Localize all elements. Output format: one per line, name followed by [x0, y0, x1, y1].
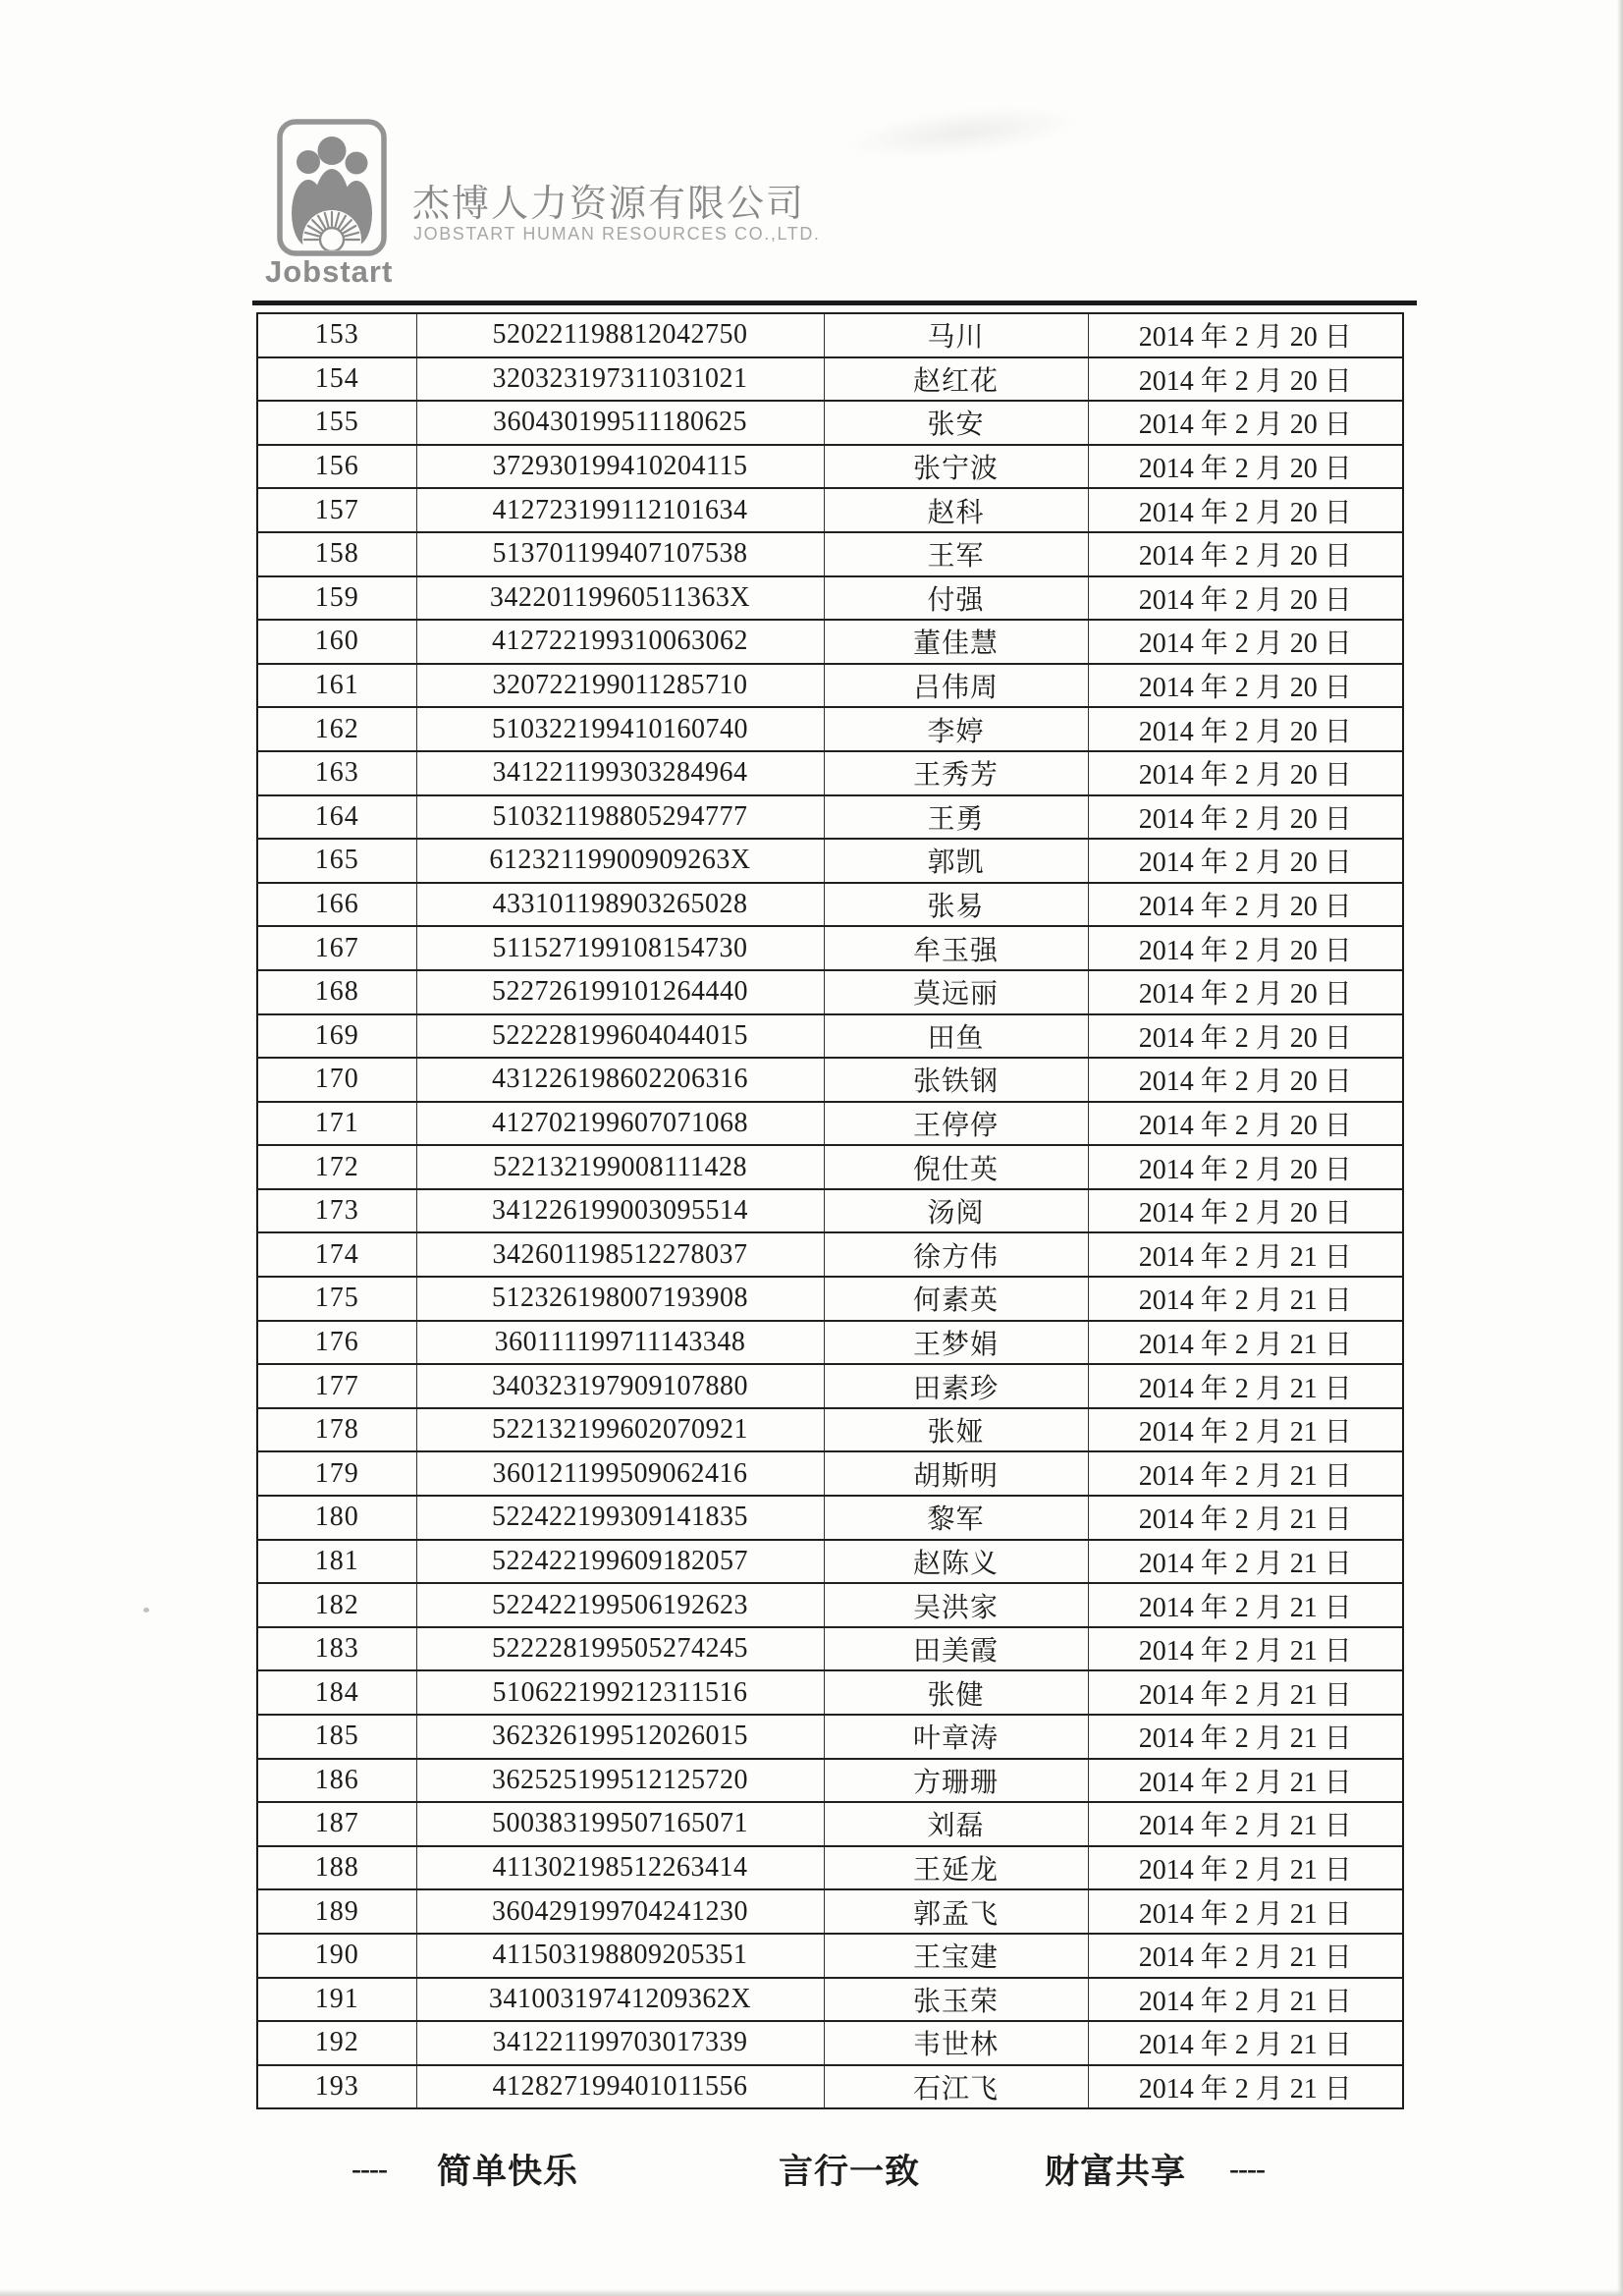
- name-cell: 石江飞: [824, 2065, 1088, 2109]
- date-cell: 2014 年 2 月 20 日: [1088, 1014, 1403, 1059]
- scan-edge-right: [1617, 0, 1623, 2296]
- serial-cell: 165: [257, 839, 416, 883]
- footer-dash-left: ----: [352, 2153, 387, 2185]
- serial-cell: 168: [257, 970, 416, 1014]
- name-cell: 吕伟周: [824, 664, 1088, 708]
- name-cell: 董佳慧: [824, 620, 1088, 664]
- name-cell: 田素珍: [824, 1364, 1088, 1408]
- id_number-cell: 522132199602070921: [416, 1408, 824, 1452]
- serial-cell: 173: [257, 1189, 416, 1233]
- id_number-cell: 431226198602206316: [416, 1058, 824, 1102]
- serial-cell: 185: [257, 1715, 416, 1759]
- date-cell: 2014 年 2 月 21 日: [1088, 1759, 1403, 1803]
- table-row: [257, 1540, 1403, 1584]
- id_number-cell: 522228199604044015: [416, 1014, 824, 1059]
- id_number-cell: 510622199212311516: [416, 1670, 824, 1715]
- date-cell: 2014 年 2 月 20 日: [1088, 576, 1403, 621]
- id_number-cell: 522132199008111428: [416, 1145, 824, 1189]
- date-cell: 2014 年 2 月 20 日: [1088, 488, 1403, 532]
- table-row: [257, 1408, 1403, 1452]
- serial-cell: 188: [257, 1846, 416, 1890]
- date-cell: 2014 年 2 月 21 日: [1088, 1496, 1403, 1540]
- name-cell: 郭凯: [824, 839, 1088, 883]
- table-row: [257, 1715, 1403, 1759]
- id_number-cell: 320722199011285710: [416, 664, 824, 708]
- name-cell: 张玉荣: [824, 1978, 1088, 2022]
- name-cell: 王宝建: [824, 1934, 1088, 1978]
- header-divider: [252, 301, 1417, 305]
- name-cell: 刘磊: [824, 1802, 1088, 1846]
- serial-cell: 164: [257, 795, 416, 840]
- date-cell: 2014 年 2 月 21 日: [1088, 1846, 1403, 1890]
- table-row: [257, 1759, 1403, 1803]
- serial-cell: 180: [257, 1496, 416, 1540]
- footer-dash-right: ----: [1229, 2153, 1265, 2185]
- serial-cell: 158: [257, 532, 416, 576]
- date-cell: 2014 年 2 月 21 日: [1088, 1321, 1403, 1365]
- serial-cell: 191: [257, 1978, 416, 2022]
- table-row: [257, 401, 1403, 445]
- serial-cell: 174: [257, 1232, 416, 1277]
- serial-cell: 189: [257, 1889, 416, 1934]
- id_number-cell: 512326198007193908: [416, 1277, 824, 1321]
- id_number-cell: 34220119960511363X: [416, 576, 824, 621]
- name-cell: 方珊珊: [824, 1759, 1088, 1803]
- id_number-cell: 513701199407107538: [416, 532, 824, 576]
- date-cell: 2014 年 2 月 20 日: [1088, 445, 1403, 489]
- serial-cell: 190: [257, 1934, 416, 1978]
- id_number-cell: 412722199310063062: [416, 620, 824, 664]
- serial-cell: 156: [257, 445, 416, 489]
- date-cell: 2014 年 2 月 20 日: [1088, 313, 1403, 357]
- date-cell: 2014 年 2 月 21 日: [1088, 2065, 1403, 2109]
- table-row: [257, 883, 1403, 927]
- table-row: [257, 1627, 1403, 1671]
- serial-cell: 179: [257, 1451, 416, 1496]
- serial-cell: 187: [257, 1802, 416, 1846]
- serial-cell: 170: [257, 1058, 416, 1102]
- name-cell: 郭孟飞: [824, 1889, 1088, 1934]
- name-cell: 王军: [824, 532, 1088, 576]
- serial-cell: 177: [257, 1364, 416, 1408]
- id_number-cell: 411302198512263414: [416, 1846, 824, 1890]
- date-cell: 2014 年 2 月 21 日: [1088, 1232, 1403, 1277]
- table-row: [257, 1102, 1403, 1146]
- table-row: [257, 1277, 1403, 1321]
- name-cell: 张娅: [824, 1408, 1088, 1452]
- name-cell: 张健: [824, 1670, 1088, 1715]
- id_number-cell: 360111199711143348: [416, 1321, 824, 1365]
- date-cell: 2014 年 2 月 20 日: [1088, 707, 1403, 751]
- id_number-cell: 522422199309141835: [416, 1496, 824, 1540]
- serial-cell: 163: [257, 751, 416, 795]
- date-cell: 2014 年 2 月 20 日: [1088, 883, 1403, 927]
- id_number-cell: 433101198903265028: [416, 883, 824, 927]
- serial-cell: 183: [257, 1627, 416, 1671]
- table-row: [257, 707, 1403, 751]
- name-cell: 赵科: [824, 488, 1088, 532]
- serial-cell: 184: [257, 1670, 416, 1715]
- id_number-cell: 522422199506192623: [416, 1583, 824, 1627]
- date-cell: 2014 年 2 月 21 日: [1088, 1540, 1403, 1584]
- serial-cell: 172: [257, 1145, 416, 1189]
- table-row: [257, 1583, 1403, 1627]
- table-row: [257, 2021, 1403, 2065]
- serial-cell: 155: [257, 401, 416, 445]
- date-cell: 2014 年 2 月 21 日: [1088, 1408, 1403, 1452]
- name-cell: 张安: [824, 401, 1088, 445]
- id_number-cell: 511527199108154730: [416, 926, 824, 970]
- table-row: [257, 488, 1403, 532]
- scan-speck: [143, 1608, 149, 1613]
- id_number-cell: 522726199101264440: [416, 970, 824, 1014]
- date-cell: 2014 年 2 月 21 日: [1088, 1715, 1403, 1759]
- serial-cell: 162: [257, 707, 416, 751]
- brand-name: Jobstart: [265, 254, 394, 289]
- date-cell: 2014 年 2 月 20 日: [1088, 795, 1403, 840]
- name-cell: 王停停: [824, 1102, 1088, 1146]
- table-row: [257, 532, 1403, 576]
- date-cell: 2014 年 2 月 21 日: [1088, 1583, 1403, 1627]
- roster-table: [256, 312, 1404, 2109]
- date-cell: 2014 年 2 月 20 日: [1088, 620, 1403, 664]
- name-cell: 赵红花: [824, 357, 1088, 402]
- table-row: [257, 970, 1403, 1014]
- serial-cell: 157: [257, 488, 416, 532]
- id_number-cell: 372930199410204115: [416, 445, 824, 489]
- serial-cell: 161: [257, 664, 416, 708]
- id_number-cell: 362525199512125720: [416, 1759, 824, 1803]
- name-cell: 张宁波: [824, 445, 1088, 489]
- name-cell: 赵陈义: [824, 1540, 1088, 1584]
- date-cell: 2014 年 2 月 21 日: [1088, 1889, 1403, 1934]
- id_number-cell: 320323197311031021: [416, 357, 824, 402]
- table-row: [257, 1889, 1403, 1934]
- table-row: [257, 1496, 1403, 1540]
- name-cell: 叶章涛: [824, 1715, 1088, 1759]
- id_number-cell: 362326199512026015: [416, 1715, 824, 1759]
- id_number-cell: 341226199003095514: [416, 1189, 824, 1233]
- id_number-cell: 360121199509062416: [416, 1451, 824, 1496]
- date-cell: 2014 年 2 月 21 日: [1088, 1451, 1403, 1496]
- name-cell: 田鱼: [824, 1014, 1088, 1059]
- serial-cell: 178: [257, 1408, 416, 1452]
- serial-cell: 153: [257, 313, 416, 357]
- id_number-cell: 341221199303284964: [416, 751, 824, 795]
- date-cell: 2014 年 2 月 20 日: [1088, 664, 1403, 708]
- date-cell: 2014 年 2 月 21 日: [1088, 1802, 1403, 1846]
- table-row: [257, 357, 1403, 402]
- id_number-cell: 61232119900909263X: [416, 839, 824, 883]
- serial-cell: 176: [257, 1321, 416, 1365]
- id_number-cell: 412723199112101634: [416, 488, 824, 532]
- serial-cell: 175: [257, 1277, 416, 1321]
- name-cell: 胡斯明: [824, 1451, 1088, 1496]
- name-cell: 牟玉强: [824, 926, 1088, 970]
- name-cell: 王秀芳: [824, 751, 1088, 795]
- scan-smudge: [842, 98, 1081, 168]
- name-cell: 李婷: [824, 707, 1088, 751]
- table-row: [257, 926, 1403, 970]
- table-row: [257, 620, 1403, 664]
- table-row: [257, 1670, 1403, 1715]
- date-cell: 2014 年 2 月 21 日: [1088, 1934, 1403, 1978]
- id_number-cell: 510322199410160740: [416, 707, 824, 751]
- name-cell: 马川: [824, 313, 1088, 357]
- date-cell: 2014 年 2 月 20 日: [1088, 926, 1403, 970]
- id_number-cell: 360430199511180625: [416, 401, 824, 445]
- date-cell: 2014 年 2 月 20 日: [1088, 357, 1403, 402]
- serial-cell: 169: [257, 1014, 416, 1059]
- id_number-cell: 341221199703017339: [416, 2021, 824, 2065]
- table-row: [257, 751, 1403, 795]
- table-row: [257, 839, 1403, 883]
- name-cell: 田美霞: [824, 1627, 1088, 1671]
- serial-cell: 182: [257, 1583, 416, 1627]
- table-row: [257, 1321, 1403, 1365]
- id_number-cell: 34100319741209362X: [416, 1978, 824, 2022]
- table-row: [257, 1145, 1403, 1189]
- table-row: [257, 1846, 1403, 1890]
- table-row: [257, 1802, 1403, 1846]
- date-cell: 2014 年 2 月 20 日: [1088, 751, 1403, 795]
- table-row: [257, 576, 1403, 621]
- table-row: [257, 1189, 1403, 1233]
- name-cell: 张易: [824, 883, 1088, 927]
- name-cell: 王勇: [824, 795, 1088, 840]
- date-cell: 2014 年 2 月 20 日: [1088, 532, 1403, 576]
- date-cell: 2014 年 2 月 21 日: [1088, 1670, 1403, 1715]
- id_number-cell: 520221198812042750: [416, 313, 824, 357]
- table-row: [257, 1978, 1403, 2022]
- table-row: [257, 1232, 1403, 1277]
- name-cell: 何素英: [824, 1277, 1088, 1321]
- serial-cell: 166: [257, 883, 416, 927]
- id_number-cell: 522422199609182057: [416, 1540, 824, 1584]
- serial-cell: 192: [257, 2021, 416, 2065]
- date-cell: 2014 年 2 月 20 日: [1088, 1058, 1403, 1102]
- date-cell: 2014 年 2 月 21 日: [1088, 1277, 1403, 1321]
- id_number-cell: 360429199704241230: [416, 1889, 824, 1934]
- name-cell: 吴洪家: [824, 1583, 1088, 1627]
- date-cell: 2014 年 2 月 21 日: [1088, 1364, 1403, 1408]
- roster-table-body: [257, 313, 1403, 2108]
- date-cell: 2014 年 2 月 20 日: [1088, 401, 1403, 445]
- name-cell: 莫远丽: [824, 970, 1088, 1014]
- date-cell: 2014 年 2 月 20 日: [1088, 839, 1403, 883]
- serial-cell: 186: [257, 1759, 416, 1803]
- table-row: [257, 1014, 1403, 1059]
- id_number-cell: 411503198809205351: [416, 1934, 824, 1978]
- table-row: [257, 1058, 1403, 1102]
- serial-cell: 181: [257, 1540, 416, 1584]
- name-cell: 付强: [824, 576, 1088, 621]
- scan-edge-bottom: [0, 2289, 1623, 2296]
- table-row: [257, 664, 1403, 708]
- name-cell: 倪仕英: [824, 1145, 1088, 1189]
- name-cell: 王延龙: [824, 1846, 1088, 1890]
- table-row: [257, 1364, 1403, 1408]
- id_number-cell: 510321198805294777: [416, 795, 824, 840]
- date-cell: 2014 年 2 月 20 日: [1088, 1189, 1403, 1233]
- table-row: [257, 313, 1403, 357]
- serial-cell: 159: [257, 576, 416, 621]
- name-cell: 韦世林: [824, 2021, 1088, 2065]
- id_number-cell: 412827199401011556: [416, 2065, 824, 2109]
- company-name-zh: 杰博人力资源有限公司: [412, 184, 806, 225]
- name-cell: 王梦娟: [824, 1321, 1088, 1365]
- company-name-en: JOBSTART HUMAN RESOURCES CO.,LTD.: [413, 224, 821, 244]
- table-row: [257, 1451, 1403, 1496]
- slogan-words-deeds: 言行一致: [779, 2153, 921, 2191]
- date-cell: 2014 年 2 月 21 日: [1088, 1627, 1403, 1671]
- name-cell: 张铁钢: [824, 1058, 1088, 1102]
- date-cell: 2014 年 2 月 21 日: [1088, 2021, 1403, 2065]
- id_number-cell: 412702199607071068: [416, 1102, 824, 1146]
- table-row: [257, 795, 1403, 840]
- id_number-cell: 500383199507165071: [416, 1802, 824, 1846]
- date-cell: 2014 年 2 月 20 日: [1088, 1145, 1403, 1189]
- serial-cell: 154: [257, 357, 416, 402]
- slogan-share-wealth: 财富共享: [1045, 2153, 1187, 2191]
- serial-cell: 167: [257, 926, 416, 970]
- id_number-cell: 522228199505274245: [416, 1627, 824, 1671]
- table-row: [257, 1934, 1403, 1978]
- table-row: [257, 2065, 1403, 2109]
- id_number-cell: 340323197909107880: [416, 1364, 824, 1408]
- serial-cell: 171: [257, 1102, 416, 1146]
- slogan-simple-happy: 简单快乐: [437, 2153, 579, 2191]
- date-cell: 2014 年 2 月 20 日: [1088, 970, 1403, 1014]
- name-cell: 徐方伟: [824, 1232, 1088, 1277]
- people-sun-logo-icon: [276, 118, 388, 260]
- date-cell: 2014 年 2 月 21 日: [1088, 1978, 1403, 2022]
- table-row: [257, 445, 1403, 489]
- id_number-cell: 342601198512278037: [416, 1232, 824, 1277]
- name-cell: 黎军: [824, 1496, 1088, 1540]
- serial-cell: 193: [257, 2065, 416, 2109]
- name-cell: 汤阅: [824, 1189, 1088, 1233]
- serial-cell: 160: [257, 620, 416, 664]
- date-cell: 2014 年 2 月 20 日: [1088, 1102, 1403, 1146]
